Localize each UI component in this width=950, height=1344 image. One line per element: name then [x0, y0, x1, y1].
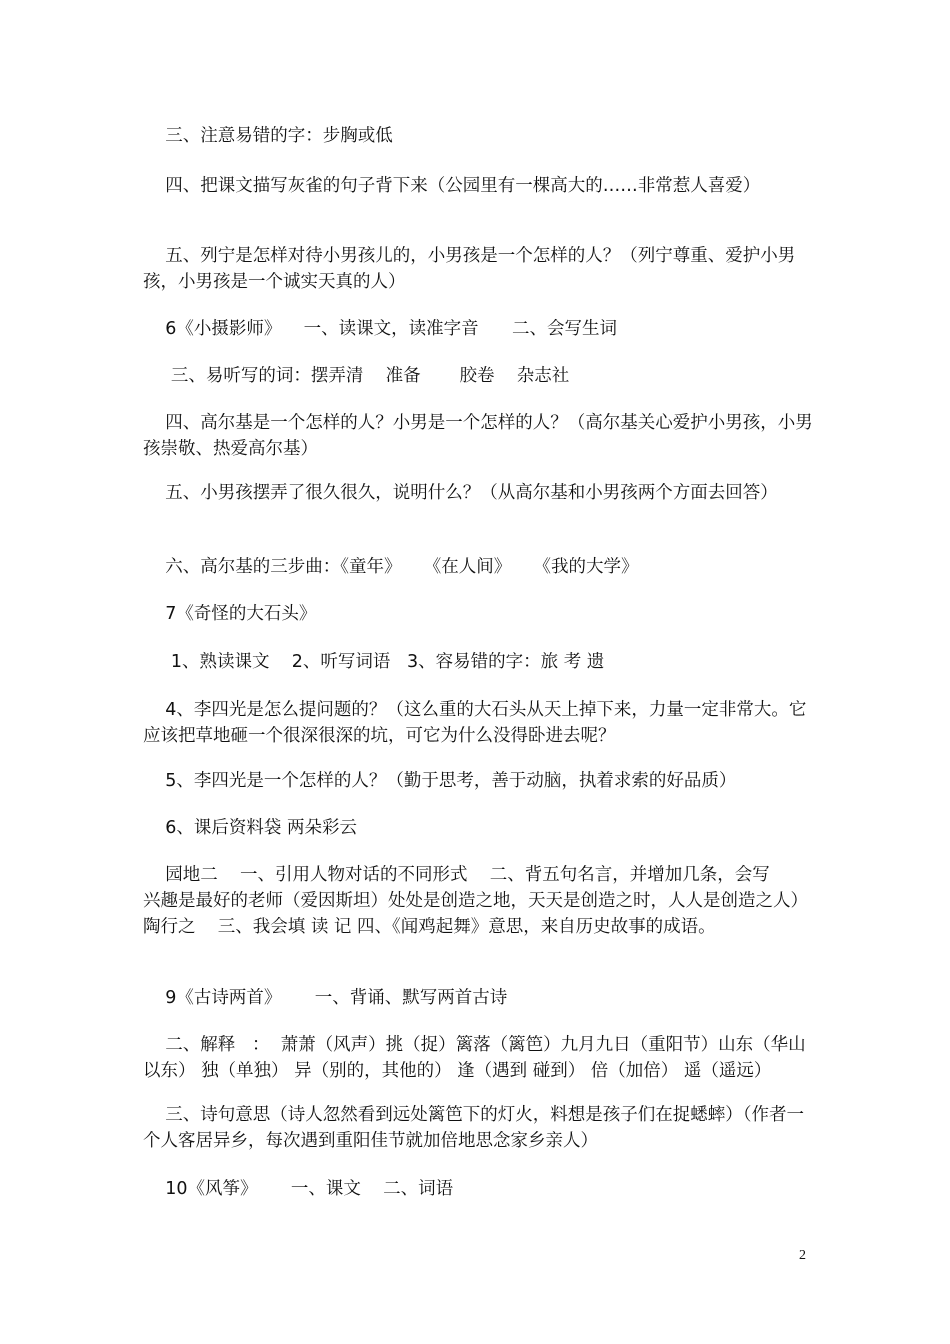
- paragraph-10: 1、熟读课文 2、听写词语 3、容易错的字：旅 考 遗: [143, 652, 605, 672]
- paragraph-9: 7《奇怪的大石头》: [143, 604, 317, 624]
- page-number: 2: [799, 1248, 806, 1263]
- paragraph-17: 三、诗句意思（诗人忽然看到远处篱笆下的灯火，料想是孩子们在捉蟋蟀）（作者一个人客居异乡，每次遇到重阳佳节就加倍地思念家乡亲人）: [143, 1105, 805, 1151]
- paragraph-4: 6《小摄影师》 一、读课文，读准字音 二、会写生词: [143, 319, 618, 339]
- paragraph-15: 9《古诗两首》 一、背诵、默写两首古诗: [143, 988, 508, 1008]
- paragraph-3: 五、列宁是怎样对待小男孩儿的，小男孩是一个怎样的人？（列宁尊重、爱护小男孩，小男孩是一个诚实天真的人）: [143, 246, 796, 292]
- paragraph-13: 6、课后资料袋 两朵彩云: [143, 818, 357, 838]
- paragraph-6: 四、高尔基是一个怎样的人？小男是一个怎样的人？（高尔基关心爱护小男孩，小男孩崇敬、热爱高尔基）: [143, 413, 813, 459]
- paragraph-12: 5、李四光是一个怎样的人？（勤于思考，善于动脑，执着求索的好品质）: [143, 771, 737, 791]
- paragraph-5: 三、易听写的词：摆弄清 准备 胶卷 杂志社: [143, 366, 570, 386]
- paragraph-16: 二、解释 ： 萧萧（风声）挑（捉）篱落（篱笆）九月九日（重阳节）山东（华山以东） 独（单独） 异（别的，其他的） 逢（遇到 碰到） 倍（加倍） 遥（遥远）: [143, 1035, 806, 1081]
- paragraph-14: 园地二 一、引用人物对话的不同形式 二、背五句名言，并增加几条，会写 兴趣是最好的老师（爱因斯坦）处处是创造之地，天天是创造之时，人人是创造之人）陶行之 三、我会填 读 记 四、《闻鸡起舞》意思，来自历史故事的成语。: [143, 865, 808, 937]
- paragraph-18: 10《风筝》 一、课文 二、词语: [143, 1179, 454, 1199]
- paragraph-8: 六、高尔基的三步曲：《童年》 《在人间》 《我的大学》: [143, 557, 639, 577]
- paragraph-11: 4、李四光是怎么提问题的？（这么重的大石头从天上掉下来，力量一定非常大。它应该把草地砸一个很深很深的坑，可它为什么没得卧进去呢？: [143, 700, 807, 746]
- paragraph-2: 四、把课文描写灰雀的句子背下来（公园里有一棵高大的……非常惹人喜爱）: [143, 176, 761, 196]
- paragraph-1: 三、注意易错的字：步胸或低: [143, 126, 393, 146]
- paragraph-7: 五、小男孩摆弄了很久很久，说明什么？（从高尔基和小男孩两个方面去回答）: [143, 483, 778, 503]
